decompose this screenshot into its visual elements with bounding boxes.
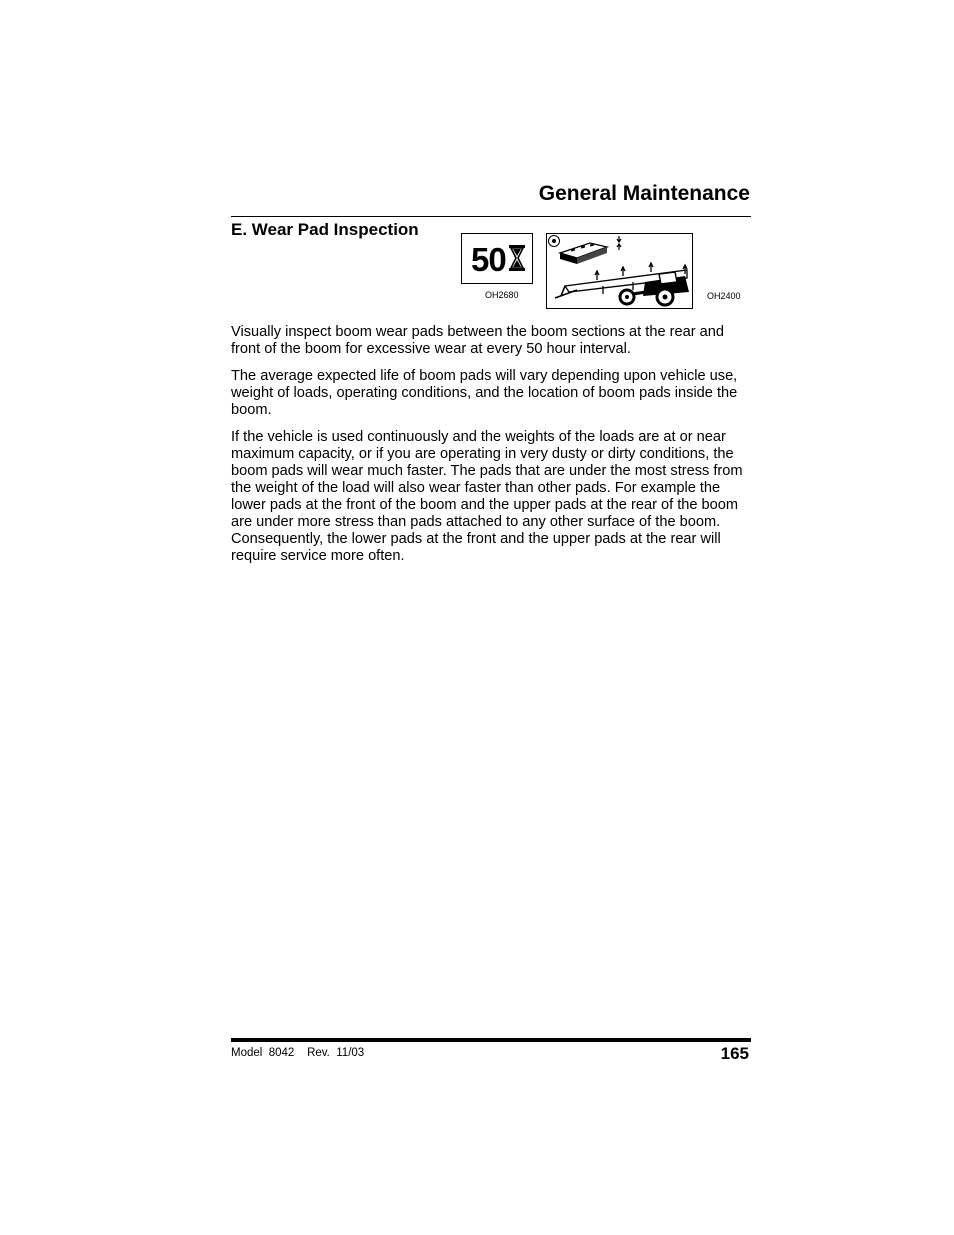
- section-title: E. Wear Pad Inspection: [231, 220, 419, 239]
- footer-divider: [231, 1038, 751, 1042]
- body-paragraph: Visually inspect boom wear pads between the boom sections at the rear and front of the boom for excessive wear at every 50 hour interval.: [231, 324, 724, 357]
- telehandler-boom-wear-pad-icon: [547, 234, 694, 310]
- hourglass-icon: [508, 245, 526, 271]
- figure-code: OH2680: [485, 290, 519, 300]
- figure-code: OH2400: [707, 291, 741, 301]
- service-interval-figure: [461, 233, 533, 284]
- service-interval-hours: 50: [471, 241, 506, 278]
- body-paragraph: The average expected life of boom pads will vary depending upon vehicle use, weight of loads, operating conditions, and the location of boom pads inside the boom.: [231, 368, 738, 418]
- header-divider: [231, 216, 751, 217]
- body-paragraph: If the vehicle is used continuously and the weights of the loads are at or near maximum capacity, or if you are operating in very dusty or dirty conditions, the boom pads will wear much faster. The pads that are under the most stress from the weight of the load will also wear faster than other pads. For example the lower pads at the front of the boom and the upper pads at the rear of the boom are under more stress than pads attached to any other surface of the boom. Consequently, the lower pads at the front and the upper pads at the rear will require service more often.: [231, 429, 743, 564]
- boom-wear-pad-figure: [546, 233, 693, 309]
- footer-model-revision: Model 8042 Rev. 11/03: [231, 1047, 365, 1059]
- page-header-title: General Maintenance: [538, 182, 750, 205]
- page-number: 165: [720, 1044, 749, 1063]
